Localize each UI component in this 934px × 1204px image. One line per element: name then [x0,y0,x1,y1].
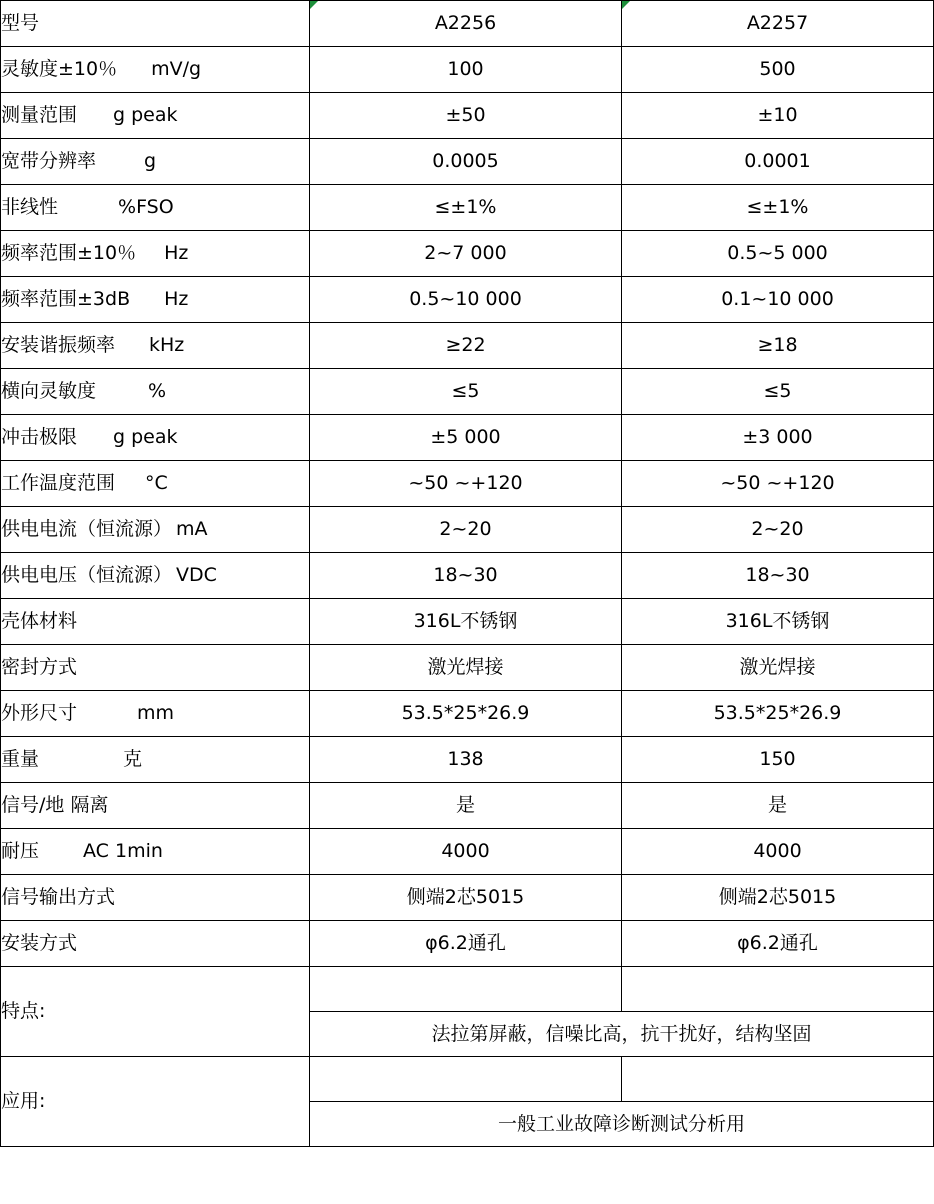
spec-row [1,783,934,829]
spec-row [1,737,934,783]
spec-label: 频率范围±10％ [1,242,137,264]
spec-value-a2257: ±10 [622,93,934,139]
empty-cell [622,1057,934,1102]
spec-row [1,691,934,737]
spec-label-cell [1,507,310,553]
empty-cell [310,967,622,1012]
spec-row [1,231,934,277]
spec-row [1,415,934,461]
spec-value-a2257: 激光焊接 [622,645,934,691]
spec-unit: Hz [164,288,189,310]
spec-value-a2257: 2~20 [622,507,934,553]
spec-value-a2256: ≤5 [310,369,622,415]
spec-label-cell [1,369,310,415]
model-a-text: A2256 [434,12,497,34]
spec-label: 供电电流（恒流源） [1,518,173,540]
spec-label-cell [1,921,310,967]
spec-unit: mm [137,702,175,724]
spec-value-a2257: 是 [622,783,934,829]
spec-unit: Hz [164,242,189,264]
spec-value-a2257: φ6.2通孔 [622,921,934,967]
empty-cell [622,967,934,1012]
spec-unit: mA [176,518,208,540]
spec-label-cell [1,783,310,829]
spec-row [1,277,934,323]
spec-label-cell [1,47,310,93]
application-text: 一般工业故障诊断测试分析用 [310,1102,934,1147]
spec-value-a2256: 138 [310,737,622,783]
spec-label: 外形尺寸 [1,702,78,724]
spec-value-a2256: 316L不锈钢 [310,599,622,645]
spec-label: 工作温度范围 [1,472,116,494]
spec-row [1,599,934,645]
spec-label: 横向灵敏度 [1,380,97,402]
spec-label-cell [1,93,310,139]
spec-label-cell [1,645,310,691]
spec-label: 耐压 [1,840,40,862]
spec-label-cell [1,415,310,461]
spec-label-cell [1,875,310,921]
spec-label: 宽带分辨率 [1,150,97,172]
spec-value-a2256: 53.5*25*26.9 [310,691,622,737]
features-row [1,967,934,1012]
spec-value-a2256: 2~7 000 [310,231,622,277]
spec-value-a2257: ≤5 [622,369,934,415]
spec-row [1,47,934,93]
header-row [1,1,934,47]
spec-row [1,185,934,231]
spec-label-cell [1,691,310,737]
spec-value-a2257: 18~30 [622,553,934,599]
spec-label-cell [1,139,310,185]
spec-value-a2256: 18~30 [310,553,622,599]
spec-row [1,553,934,599]
spec-value-a2256: ~50 ~+120 [310,461,622,507]
spec-label: 冲击极限 [1,426,78,448]
spec-unit: °C [145,472,168,494]
spec-value-a2256: 100 [310,47,622,93]
features-label: 特点: [1,967,310,1057]
spec-value-a2257: 53.5*25*26.9 [622,691,934,737]
spec-value-a2257: 150 [622,737,934,783]
spec-label-cell [1,461,310,507]
spec-label-cell [1,599,310,645]
spec-value-a2256: 0.5~10 000 [310,277,622,323]
spec-value-a2256: ±50 [310,93,622,139]
spec-value-a2256: 是 [310,783,622,829]
spec-value-a2257: ~50 ~+120 [622,461,934,507]
spec-row [1,875,934,921]
model-a2257 [622,1,934,47]
spec-value-a2257: ≤±1% [622,185,934,231]
spec-value-a2256: 激光焊接 [310,645,622,691]
spec-value-a2257: 0.1~10 000 [622,277,934,323]
cell-marker-icon [622,1,630,9]
spec-row [1,139,934,185]
spec-label: 重量 [1,748,40,770]
spec-row [1,461,934,507]
empty-cell [310,1057,622,1102]
spec-unit: %FSO [118,196,174,218]
spec-unit: 克 [123,748,143,770]
spec-label-cell [1,829,310,875]
spec-label-cell [1,323,310,369]
features-text: 法拉第屏蔽，信噪比高，抗干扰好，结构坚固 [310,1012,934,1057]
spec-value-a2257: 316L不锈钢 [622,599,934,645]
spec-unit: g [144,150,157,172]
spec-row [1,369,934,415]
spec-value-a2257: 500 [622,47,934,93]
spec-value-a2257: ±3 000 [622,415,934,461]
spec-label: 频率范围±3dB [1,288,131,310]
spec-label-cell [1,231,310,277]
model-a2256 [310,1,622,47]
spec-unit: % [148,380,167,402]
spec-row [1,323,934,369]
spec-value-a2256: 2~20 [310,507,622,553]
spec-label: 测量范围 [1,104,78,126]
spec-row [1,507,934,553]
spec-label: 信号/地 隔离 [1,794,109,816]
spec-row [1,829,934,875]
spec-unit: kHz [149,334,185,356]
spec-value-a2257: ≥18 [622,323,934,369]
spec-value-a2256: ≥22 [310,323,622,369]
spec-value-a2257: 0.5~5 000 [622,231,934,277]
spec-row [1,93,934,139]
spec-label: 安装谐振频率 [1,334,116,356]
spec-unit: mV/g [151,58,202,80]
spec-value-a2256: 4000 [310,829,622,875]
spec-label: 非线性 [1,196,59,218]
model-b-text: A2257 [746,12,809,34]
spec-value-a2256: ≤±1% [310,185,622,231]
spec-value-a2256: 侧端2芯5015 [310,875,622,921]
cell-marker-icon [310,1,318,9]
application-label: 应用: [1,1057,310,1147]
application-row [1,1057,934,1102]
spec-row [1,921,934,967]
spec-unit: g peak [113,104,178,126]
spec-value-a2257: 0.0001 [622,139,934,185]
header-label: 型号 [1,1,310,47]
spec-label: 密封方式 [1,656,78,678]
spec-label: 安装方式 [1,932,78,954]
spec-value-a2256: ±5 000 [310,415,622,461]
spec-label-cell [1,185,310,231]
spec-label-cell [1,277,310,323]
spec-value-a2257: 4000 [622,829,934,875]
spec-row [1,645,934,691]
spec-label: 壳体材料 [1,610,78,632]
spec-label: 供电电压（恒流源） [1,564,173,586]
spec-label-cell [1,553,310,599]
spec-value-a2257: 侧端2芯5015 [622,875,934,921]
spec-unit: AC 1min [83,840,163,862]
spec-label: 灵敏度±10％ [1,58,118,80]
spec-value-a2256: 0.0005 [310,139,622,185]
spec-label-cell [1,737,310,783]
spec-unit: VDC [176,564,217,586]
spec-label: 信号输出方式 [1,886,116,908]
spec-unit: g peak [113,426,178,448]
spec-value-a2256: φ6.2通孔 [310,921,622,967]
